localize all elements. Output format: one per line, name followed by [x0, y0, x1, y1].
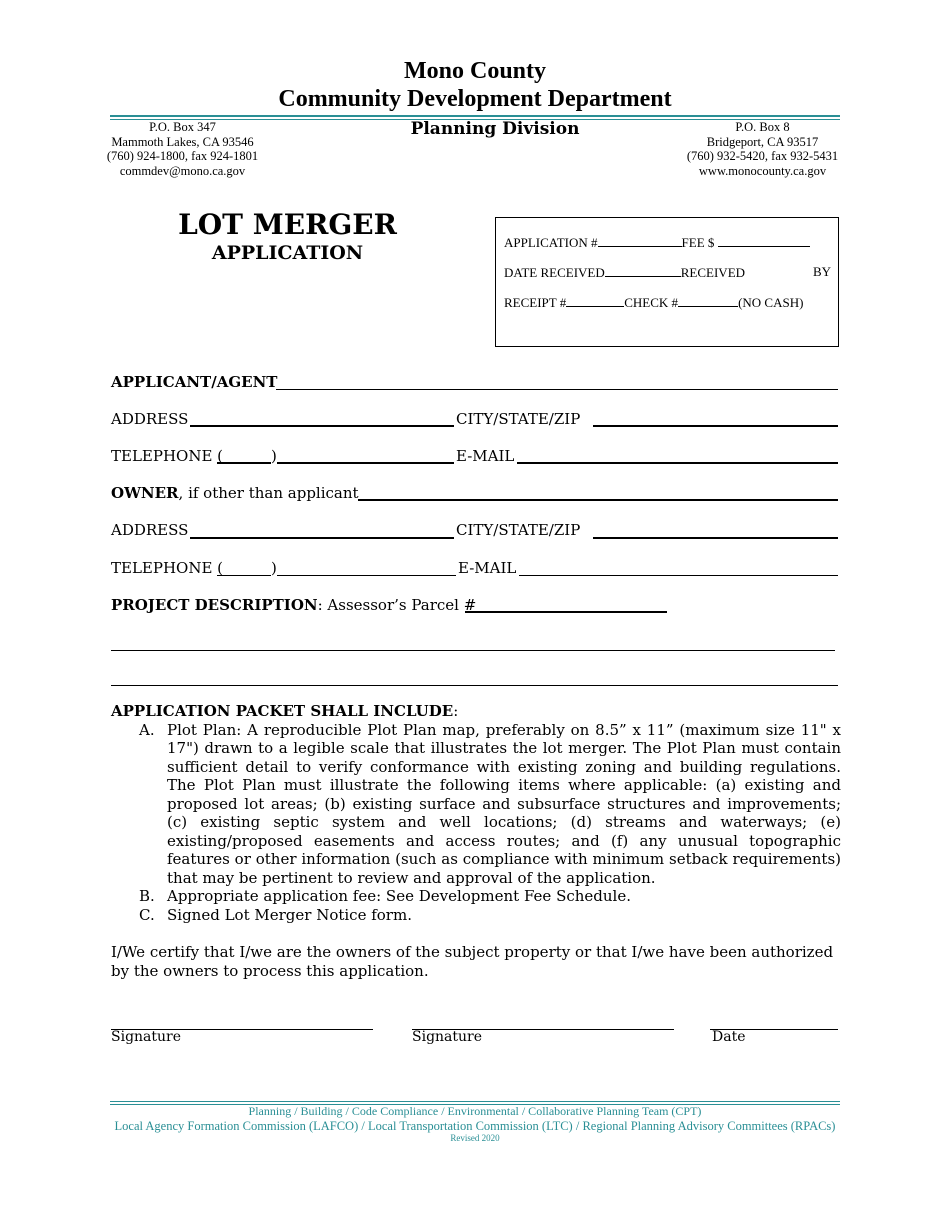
owner-email-field[interactable] — [519, 575, 838, 576]
received-by-label: BY — [813, 264, 832, 279]
received-label: RECEIVED — [680, 265, 746, 280]
footer-revised: Revised 2020 — [450, 1133, 500, 1143]
list-marker: C. — [139, 905, 155, 924]
owner-city-state-zip-label: CITY/STATE/ZIP — [456, 521, 581, 539]
no-cash-label: (NO CASH) — [738, 295, 804, 310]
owner-field[interactable] — [358, 499, 838, 501]
header-rule — [110, 115, 840, 117]
owner-telephone-close: ) — [271, 559, 277, 577]
list-item — [111, 721, 841, 888]
applicant-email-label: E-MAIL — [456, 447, 515, 465]
date-received-field[interactable] — [605, 264, 681, 277]
project-description-line[interactable] — [111, 650, 835, 651]
footer-departments: Planning / Building / Code Compliance / Environmental / Collaborative Planning Team (CPT) — [248, 1104, 702, 1118]
date-received-label: DATE RECEIVED — [504, 265, 605, 280]
owner-telephone-field[interactable] — [277, 575, 456, 576]
signature-2-label: Signature — [412, 1029, 483, 1045]
owner-label: OWNER, if other than applicant — [111, 484, 359, 502]
certification-statement: I/We certify that I/we are the owners of the subject property or that I/we have been authorized by the owners to process this application. — [111, 943, 834, 980]
list-item-text: Signed Lot Merger Notice form. — [167, 905, 412, 924]
office-email: commdev@mono.ca.gov — [119, 163, 246, 178]
org-title: Mono County — [403, 58, 547, 84]
owner-email-label: E-MAIL — [458, 559, 517, 577]
receipt-number-label: RECEIPT # — [504, 295, 567, 310]
office-address-line: Mammoth Lakes, CA 93546 — [111, 134, 254, 149]
application-number-row — [504, 234, 810, 251]
packet-heading: APPLICATION PACKET SHALL INCLUDE: — [111, 702, 459, 720]
packet-list — [111, 721, 841, 925]
office-address-bridgeport — [680, 120, 845, 178]
footer-rule — [110, 1101, 840, 1102]
form-title: LOT MERGER — [178, 208, 397, 241]
form-subtitle: APPLICATION — [211, 242, 364, 264]
application-number-field[interactable] — [598, 234, 682, 247]
application-number-label: APPLICATION # — [504, 235, 598, 250]
office-address-mammoth — [105, 120, 260, 178]
owner-address-label: ADDRESS — [111, 521, 189, 539]
applicant-address-field[interactable] — [190, 425, 454, 427]
assessor-parcel-field[interactable] — [465, 611, 667, 613]
footer-commissions: Local Agency Formation Commission (LAFCO) / Local Transportation Commission (LTC) / Regional Planning Advisory Committees (RPACs) — [114, 1119, 836, 1133]
applicant-city-state-zip-field[interactable] — [593, 425, 838, 427]
receipt-row — [504, 294, 803, 311]
check-number-field[interactable] — [678, 294, 738, 307]
list-item-text: Plot Plan: A reproducible Plot Plan map, preferably on 8.5” x 11” (maximum size 11" x 17") drawn to a legible scale that illustrates the lot merger. The Plot Plan must contain sufficient detail to verify conformance with existing zoning and building regulations. The Plot Plan must illustrate the following items where applicable: (a) existing and proposed lot areas; (b) existing surface and subsurface structures and improvements; (c) existing septic system and well locations; (d) streams and waterways; (e) existing/proposed easements and access routes; and (f) any unusual topographic features or other information (such as compliance with minimum setback requirements) that may be pertinent to review and approval of the application. — [167, 720, 841, 887]
department-title: Community Development Department — [278, 86, 672, 112]
office-address-line: Bridgeport, CA 93517 — [706, 134, 819, 149]
applicant-area-code-field[interactable] — [217, 462, 271, 464]
date-received-row — [504, 264, 745, 281]
office-phone: (760) 924-1800, fax 924-1801 — [106, 149, 259, 163]
owner-city-state-zip-field[interactable] — [593, 537, 838, 539]
office-website: www.monocounty.ca.gov — [698, 163, 827, 178]
owner-area-code-field[interactable] — [217, 575, 271, 576]
applicant-agent-label: APPLICANT/AGENT — [111, 373, 278, 391]
application-packet-section — [111, 702, 841, 924]
list-item — [111, 906, 841, 925]
list-marker: B. — [139, 887, 155, 905]
list-item-text: Appropriate application fee: See Development Fee Schedule. — [167, 887, 631, 905]
date-label: Date — [712, 1029, 746, 1045]
receipt-number-field[interactable] — [566, 294, 624, 307]
owner-address-field[interactable] — [190, 537, 454, 539]
applicant-telephone-field[interactable] — [277, 462, 454, 464]
applicant-telephone-close: ) — [271, 447, 277, 465]
signature-1-label: Signature — [111, 1029, 182, 1045]
office-address-line: P.O. Box 8 — [735, 120, 790, 134]
office-address-line: P.O. Box 347 — [149, 120, 216, 134]
owner-telephone-label: TELEPHONE ( — [111, 559, 224, 577]
office-phone: (760) 932-5420, fax 932-5431 — [686, 149, 839, 163]
fee-label: FEE $ — [681, 235, 715, 250]
list-marker: A. — [139, 720, 155, 739]
project-description-line[interactable] — [111, 685, 838, 686]
check-number-label: CHECK # — [624, 295, 679, 310]
applicant-address-label: ADDRESS — [111, 410, 189, 428]
division-name: Planning Division — [410, 119, 580, 139]
applicant-city-state-zip-label: CITY/STATE/ZIP — [456, 410, 581, 428]
applicant-email-field[interactable] — [517, 462, 838, 464]
applicant-telephone-label: TELEPHONE ( — [111, 447, 224, 465]
fee-field[interactable] — [718, 234, 810, 247]
project-description-label: PROJECT DESCRIPTION: Assessor’s Parcel # — [111, 596, 477, 614]
applicant-agent-field[interactable] — [276, 389, 838, 390]
list-item — [111, 887, 841, 906]
